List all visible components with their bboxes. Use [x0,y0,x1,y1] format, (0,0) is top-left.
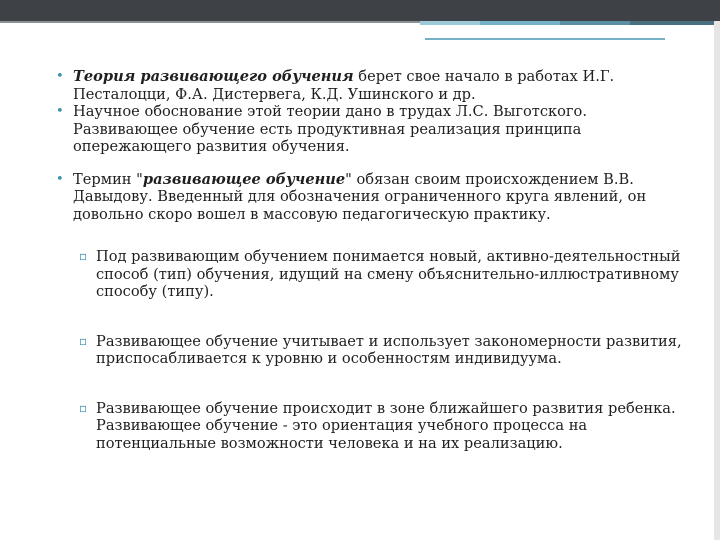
bullet-marker: • [56,69,64,84]
sub-bullet-item [79,333,686,368]
bullet-text: берет свое начало в работах И.Г. Песталоцци, Ф.А. Дистервега, К.Д. Ушинского и др. [73,68,615,103]
bullet-text-before: Термин " [73,170,143,188]
bullet-item [56,68,686,103]
slide-content [56,68,686,452]
sub-bullet-item [79,400,686,453]
italic-term: Теория развивающего обучения [73,68,354,85]
top-bar [0,0,720,21]
sub-bullet-text: Развивающее обучение учитывает и использует закономерности развития, приспосабливается к уровню и особенностям индивидуума. [96,332,682,367]
sub-bullet-marker: ▫ [79,400,88,415]
bullet-marker: • [56,171,64,187]
slide-edge [714,21,720,540]
sub-bullet-text: Под развивающим обучением понимается новый, активно-деятельностный способ (тип) обучения, идущий на смену объяснительно-иллюстративному способу (типу). [96,248,681,300]
bullet-marker: • [56,104,64,119]
accent-strip [420,21,720,25]
sub-bullet-marker: ▫ [79,249,88,263]
bullet-item [56,103,686,156]
accent-line [425,38,665,40]
bullet-text: Научное обоснование этой теории дано в трудах Л.С. Выготского. Развивающее обучение есть продуктивная реализация принципа опережающего развития обучения. [73,103,587,155]
bullet-text-after: " обязан своим происхождением В.В. Давыдову. Введенный для обозначения ограниченного круга явлений, он довольно скоро вошел в массовую педагогическую практику. [73,170,647,223]
sub-bullet-item [79,248,686,301]
sub-bullet-text: Развивающее обучение происходит в зоне ближайшего развития ребенка. Развивающее обучение - это ориентация учебного процесса на потенциальные возможности человека и на их реализацию. [96,399,676,452]
bullet-item [56,171,686,224]
sub-bullet-marker: ▫ [79,333,88,348]
italic-term: развивающее обучение [142,170,346,188]
